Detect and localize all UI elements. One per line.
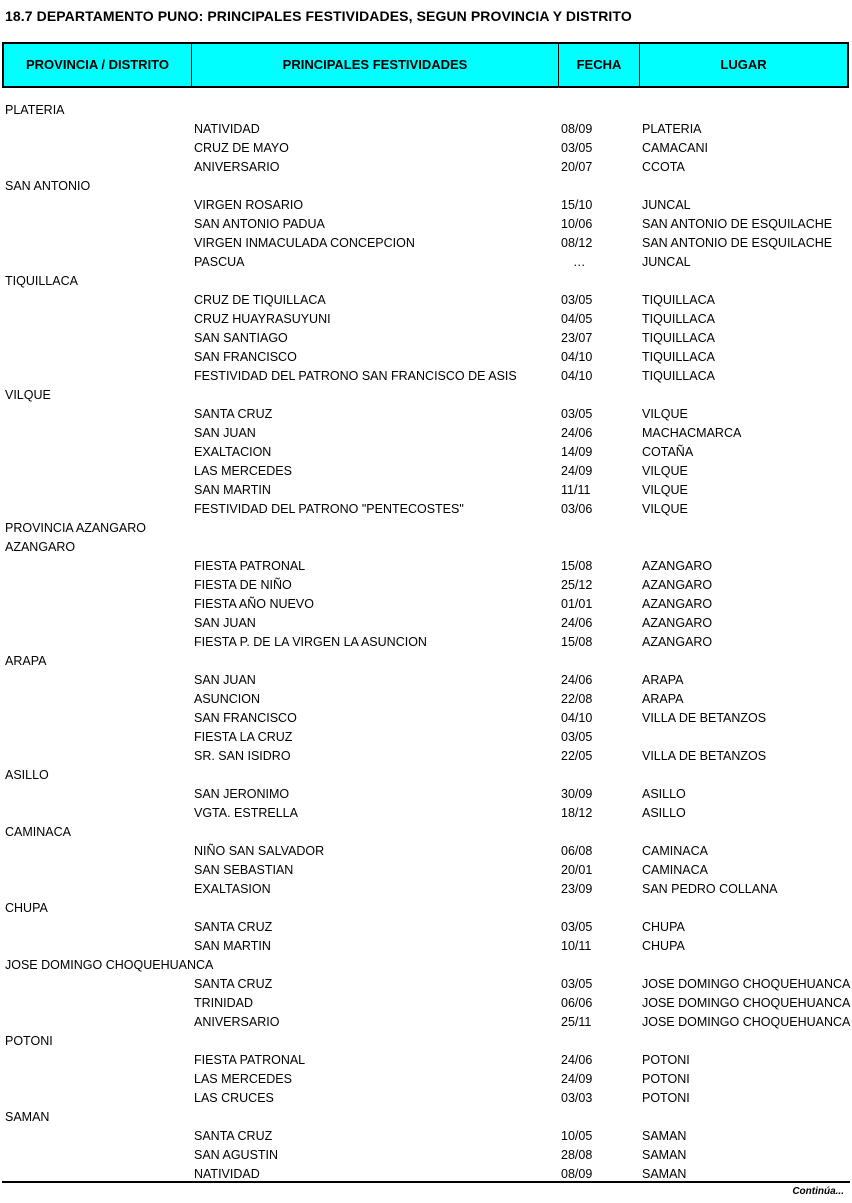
table-row xyxy=(0,348,852,367)
festividad-cell: SANTA CRUZ xyxy=(194,407,273,421)
table-row xyxy=(0,728,852,747)
group-name: ASILLO xyxy=(5,768,49,782)
festividad-cell: TRINIDAD xyxy=(194,996,254,1010)
fecha-cell: 23/09 xyxy=(561,882,593,896)
table-row xyxy=(0,500,852,519)
fecha-cell: 15/10 xyxy=(561,198,593,212)
group-row xyxy=(0,899,852,918)
lugar-cell: TIQUILLACA xyxy=(642,350,715,364)
fecha-cell: 23/07 xyxy=(561,331,593,345)
lugar-cell: VILLA DE BETANZOS xyxy=(642,711,767,725)
fecha-cell: 22/08 xyxy=(561,692,593,706)
lugar-cell: AZANGARO xyxy=(642,559,713,573)
group-name: POTONI xyxy=(5,1034,53,1048)
header-provincia: PROVINCIA / DISTRITO xyxy=(4,44,192,86)
fecha-cell: 04/05 xyxy=(561,312,593,326)
fecha-cell: 03/05 xyxy=(561,141,593,155)
lugar-cell: SAN ANTONIO DE ESQUILACHE xyxy=(642,236,833,250)
festividad-cell: FESTIVIDAD DEL PATRONO SAN FRANCISCO DE ASIS xyxy=(194,369,517,383)
lugar-cell: AZANGARO xyxy=(642,578,713,592)
fecha-cell: 28/08 xyxy=(561,1148,593,1162)
festividad-cell: EXALTACION xyxy=(194,445,272,459)
lugar-cell: ASILLO xyxy=(642,787,686,801)
festividad-cell: VGTA. ESTRELLA xyxy=(194,806,298,820)
lugar-cell: SAMAN xyxy=(642,1167,687,1181)
lugar-cell: TIQUILLACA xyxy=(642,312,715,326)
group-name: SAMAN xyxy=(5,1110,50,1124)
fecha-cell: 08/09 xyxy=(561,1167,593,1181)
fecha-cell: 03/05 xyxy=(561,407,593,421)
table-row xyxy=(0,139,852,158)
lugar-cell: VILQUE xyxy=(642,502,688,516)
lugar-cell: CAMACANI xyxy=(642,141,708,155)
lugar-cell: VILQUE xyxy=(642,483,688,497)
table-row xyxy=(0,481,852,500)
table-row xyxy=(0,614,852,633)
fecha-cell: 04/10 xyxy=(561,369,593,383)
fecha-cell: 18/12 xyxy=(561,806,593,820)
festividad-cell: LAS CRUCES xyxy=(194,1091,274,1105)
festividad-cell: SAN ANTONIO PADUA xyxy=(194,217,325,231)
continua-note: Continúa... xyxy=(792,1186,844,1197)
fecha-cell: 24/06 xyxy=(561,426,593,440)
festividad-cell: SANTA CRUZ xyxy=(194,920,273,934)
festividad-cell: SAN FRANCISCO xyxy=(194,350,297,364)
table-row xyxy=(0,557,852,576)
table-row xyxy=(0,576,852,595)
fecha-cell: 22/05 xyxy=(561,749,593,763)
group-name: CAMINACA xyxy=(5,825,71,839)
lugar-cell: TIQUILLACA xyxy=(642,331,715,345)
table-row xyxy=(0,215,852,234)
fecha-cell: 08/12 xyxy=(561,236,593,250)
festividad-cell: ANIVERSARIO xyxy=(194,160,280,174)
fecha-cell: 03/05 xyxy=(561,730,593,744)
lugar-cell: POTONI xyxy=(642,1072,690,1086)
lugar-cell: VILLA DE BETANZOS xyxy=(642,749,767,763)
festividad-cell: SAN JERONIMO xyxy=(194,787,290,801)
festividad-cell: FIESTA P. DE LA VIRGEN LA ASUNCION xyxy=(194,635,427,649)
festividad-cell: ANIVERSARIO xyxy=(194,1015,280,1029)
table-row xyxy=(0,595,852,614)
lugar-cell: CAMINACA xyxy=(642,863,708,877)
table-row xyxy=(0,1146,852,1165)
festividad-cell: PASCUA xyxy=(194,255,245,269)
festividad-cell: FIESTA AÑO NUEVO xyxy=(194,597,314,611)
group-name: JOSE DOMINGO CHOQUEHUANCA xyxy=(5,958,214,972)
table-row xyxy=(0,690,852,709)
festividad-cell: SANTA CRUZ xyxy=(194,1129,273,1143)
group-name: ARAPA xyxy=(5,654,47,668)
fecha-cell: 06/06 xyxy=(561,996,593,1010)
group-name: CHUPA xyxy=(5,901,48,915)
festividad-cell: NIÑO SAN SALVADOR xyxy=(194,844,325,858)
festividad-cell: LAS MERCEDES xyxy=(194,1072,292,1086)
lugar-cell: ARAPA xyxy=(642,673,684,687)
group-name: SAN ANTONIO xyxy=(5,179,91,193)
group-row xyxy=(0,538,852,557)
festividad-cell: SAN FRANCISCO xyxy=(194,711,297,725)
bottom-rule xyxy=(2,1181,850,1183)
table-row xyxy=(0,462,852,481)
lugar-cell: TIQUILLACA xyxy=(642,369,715,383)
festividad-cell: FIESTA PATRONAL xyxy=(194,1053,306,1067)
lugar-cell: JOSE DOMINGO CHOQUEHUANCA xyxy=(642,996,851,1010)
festividad-cell: FIESTA LA CRUZ xyxy=(194,730,293,744)
fecha-cell: 24/09 xyxy=(561,464,593,478)
header-festividades: PRINCIPALES FESTIVIDADES xyxy=(192,44,559,86)
group-row xyxy=(0,272,852,291)
festividad-cell: FIESTA DE NIÑO xyxy=(194,578,292,592)
table-row xyxy=(0,994,852,1013)
fecha-cell: 08/09 xyxy=(561,122,593,136)
group-row xyxy=(0,101,852,120)
festividad-cell: CRUZ HUAYRASUYUNI xyxy=(194,312,331,326)
festividad-cell: NATIVIDAD xyxy=(194,1167,260,1181)
lugar-cell: POTONI xyxy=(642,1053,690,1067)
table-row xyxy=(0,234,852,253)
table-row xyxy=(0,937,852,956)
lugar-cell: SAN ANTONIO DE ESQUILACHE xyxy=(642,217,833,231)
lugar-cell: CHUPA xyxy=(642,920,685,934)
table-row xyxy=(0,1051,852,1070)
lugar-cell: TIQUILLACA xyxy=(642,293,715,307)
lugar-cell: POTONI xyxy=(642,1091,690,1105)
table-row xyxy=(0,880,852,899)
fecha-cell: 03/06 xyxy=(561,502,593,516)
lugar-cell: JOSE DOMINGO CHOQUEHUANCA xyxy=(642,977,851,991)
festividad-cell: SAN SANTIAGO xyxy=(194,331,288,345)
table-row xyxy=(0,120,852,139)
group-name: PLATERIA xyxy=(5,103,65,117)
festividad-cell: CRUZ DE TIQUILLACA xyxy=(194,293,326,307)
group-row xyxy=(0,1032,852,1051)
lugar-cell: COTAÑA xyxy=(642,445,694,459)
fecha-cell: 20/01 xyxy=(561,863,593,877)
festividad-cell: SR. SAN ISIDRO xyxy=(194,749,291,763)
group-row xyxy=(0,386,852,405)
table-row xyxy=(0,842,852,861)
fecha-cell: 10/05 xyxy=(561,1129,593,1143)
lugar-cell: ARAPA xyxy=(642,692,684,706)
group-name: PROVINCIA AZANGARO xyxy=(5,521,147,535)
lugar-cell: JUNCAL xyxy=(642,255,691,269)
festividad-cell: SAN MARTIN xyxy=(194,483,271,497)
header-lugar: LUGAR xyxy=(720,57,767,72)
table-row xyxy=(0,424,852,443)
table-row xyxy=(0,633,852,652)
group-row xyxy=(0,956,852,975)
festividad-cell: SAN JUAN xyxy=(194,616,256,630)
festividad-cell: SAN JUAN xyxy=(194,426,256,440)
group-row xyxy=(0,766,852,785)
group-row xyxy=(0,823,852,842)
festividad-cell: SAN SEBASTIAN xyxy=(194,863,294,877)
group-name: VILQUE xyxy=(5,388,51,402)
festividad-cell: SAN MARTIN xyxy=(194,939,271,953)
festividad-cell: VIRGEN INMACULADA CONCEPCION xyxy=(194,236,415,250)
festividad-cell: SANTA CRUZ xyxy=(194,977,273,991)
table-row xyxy=(0,310,852,329)
fecha-cell: 04/10 xyxy=(561,711,593,725)
table-row xyxy=(0,196,852,215)
fecha-cell: 15/08 xyxy=(561,559,593,573)
fecha-cell: 24/06 xyxy=(561,616,593,630)
fecha-cell: 03/05 xyxy=(561,920,593,934)
fecha-cell: 03/03 xyxy=(561,1091,593,1105)
festividad-cell: NATIVIDAD xyxy=(194,122,260,136)
festividad-cell: CRUZ DE MAYO xyxy=(194,141,289,155)
fecha-cell: … xyxy=(573,255,586,269)
fecha-cell: 25/12 xyxy=(561,578,593,592)
table-row xyxy=(0,918,852,937)
festividad-cell: EXALTASION xyxy=(194,882,271,896)
festividad-cell: SAN AGUSTIN xyxy=(194,1148,279,1162)
fecha-cell: 30/09 xyxy=(561,787,593,801)
lugar-cell: MACHACMARCA xyxy=(642,426,742,440)
lugar-cell: AZANGARO xyxy=(642,597,713,611)
lugar-cell: JUNCAL xyxy=(642,198,691,212)
table-row xyxy=(0,1127,852,1146)
lugar-cell: AZANGARO xyxy=(642,635,713,649)
table-row xyxy=(0,291,852,310)
group-name: AZANGARO xyxy=(5,540,76,554)
group-name: TIQUILLACA xyxy=(5,274,78,288)
festividad-cell: VIRGEN ROSARIO xyxy=(194,198,304,212)
table-row xyxy=(0,253,852,272)
fecha-cell: 24/09 xyxy=(561,1072,593,1086)
table-body xyxy=(0,101,852,1184)
lugar-cell: VILQUE xyxy=(642,407,688,421)
lugar-cell: PLATERIA xyxy=(642,122,702,136)
fecha-cell: 06/08 xyxy=(561,844,593,858)
page-title: 18.7 DEPARTAMENTO PUNO: PRINCIPALES FESTIVIDADES, SEGUN PROVINCIA Y DISTRITO xyxy=(5,8,632,24)
festividad-cell: ASUNCION xyxy=(194,692,260,706)
table-row xyxy=(0,158,852,177)
fecha-cell: 15/08 xyxy=(561,635,593,649)
lugar-cell: CCOTA xyxy=(642,160,685,174)
lugar-cell: VILQUE xyxy=(642,464,688,478)
table-row xyxy=(0,709,852,728)
fecha-cell: 10/11 xyxy=(561,939,592,953)
fecha-cell: 14/09 xyxy=(561,445,593,459)
fecha-cell: 03/05 xyxy=(561,977,593,991)
fecha-cell: 11/11 xyxy=(561,483,591,497)
table-row xyxy=(0,671,852,690)
table-row xyxy=(0,861,852,880)
table-row xyxy=(0,1013,852,1032)
group-row xyxy=(0,177,852,196)
table-row xyxy=(0,747,852,766)
table-row xyxy=(0,405,852,424)
lugar-cell: ASILLO xyxy=(642,806,686,820)
table-row xyxy=(0,785,852,804)
lugar-cell: SAMAN xyxy=(642,1148,687,1162)
festividad-cell: FESTIVIDAD DEL PATRONO "PENTECOSTES" xyxy=(194,502,464,516)
fecha-cell: 01/01 xyxy=(561,597,593,611)
fecha-cell: 24/06 xyxy=(561,673,593,687)
group-row xyxy=(0,1108,852,1127)
lugar-cell: CAMINACA xyxy=(642,844,708,858)
lugar-cell: SAMAN xyxy=(642,1129,687,1143)
fecha-cell: 25/11 xyxy=(561,1015,592,1029)
fecha-cell: 10/06 xyxy=(561,217,593,231)
fecha-cell: 04/10 xyxy=(561,350,593,364)
table-row xyxy=(0,804,852,823)
group-row xyxy=(0,652,852,671)
fecha-cell: 20/07 xyxy=(561,160,593,174)
table-row xyxy=(0,975,852,994)
festividad-cell: LAS MERCEDES xyxy=(194,464,292,478)
lugar-cell: CHUPA xyxy=(642,939,685,953)
group-row xyxy=(0,519,852,538)
festividad-cell: FIESTA PATRONAL xyxy=(194,559,306,573)
festividad-cell: SAN JUAN xyxy=(194,673,256,687)
table-row xyxy=(0,443,852,462)
table-header xyxy=(2,42,849,88)
table-row xyxy=(0,1089,852,1108)
table-row xyxy=(0,367,852,386)
lugar-cell: SAN PEDRO COLLANA xyxy=(642,882,778,896)
table-row xyxy=(0,1070,852,1089)
lugar-cell: JOSE DOMINGO CHOQUEHUANCA xyxy=(642,1015,851,1029)
table-row xyxy=(0,329,852,348)
lugar-cell: AZANGARO xyxy=(642,616,713,630)
header-fecha: FECHA xyxy=(559,44,640,86)
fecha-cell: 24/06 xyxy=(561,1053,593,1067)
fecha-cell: 03/05 xyxy=(561,293,593,307)
